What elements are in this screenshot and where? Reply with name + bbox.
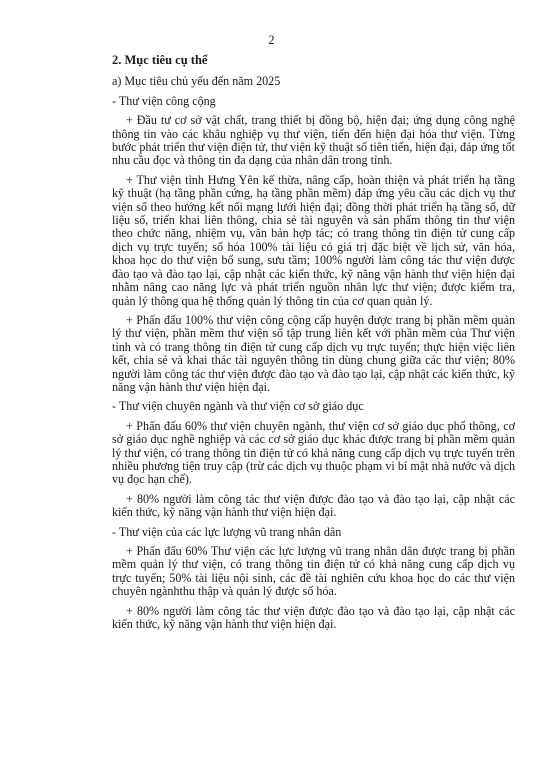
document-body	[112, 54, 515, 637]
paragraph: + 80% người làm công tác thư viện được đào tạo và đào tạo lại, cập nhật các kiến thức, kỹ năng vận hành thư viện hiện đại.	[112, 603, 515, 632]
category-armed-forces-libraries: - Thư viện của các lực lượng vũ trang nhân dân	[112, 524, 342, 539]
page-number: 2	[268, 33, 275, 47]
paragraph: + Phấn đấu 100% thư viện công cộng cấp huyện được trang bị phần mềm quản lý thư viện, phần mềm thư viện số tập trung liên kết với phần mềm của Thư viện tỉnh và có trang thông tin điện tử cung cấp dịch vụ trực tuyến; thực hiện việc liên kết, chia sẻ và khai thác tài nguyên thông tin dùng chung giữa các thư viện; 80% người làm công tác thư viện được đào tạo và đào tạo lại, cập nhật các kiến thức, kỹ năng vận hành thư viện hiện đại.	[112, 312, 515, 394]
section-heading: 2. Mục tiêu cụ thể	[112, 53, 208, 67]
paragraph: + Thư viện tỉnh Hưng Yên kế thừa, nâng cấp, hoàn thiện và phát triển hạ tầng kỹ thuật (hạ tầng phần cứng, hạ tầng phần mềm) đáp ứng yêu cầu các dịch vụ thư viện số theo hướng kết nối mạng lưới hiện đại; đồng thời phát triển hạ tầng số, dữ liệu số, triển khai liên thông, chia sẻ tài nguyên và sản phẩm thông tin thư viện theo chức năng, nhiệm vụ, văn bản hợp tác; có trang thông tin điện tử cung cấp dịch vụ trực tuyến; số hóa 100% tài liệu có giá trị đặc biệt về lịch sử, văn hóa, khoa học do thư viện bổ sung, sưu tầm; 100% người làm công tác thư viện được đào tạo và đào tạo lại, cập nhật các kiến thức, kỹ năng vận hành thư viện hiện đại nhằm nâng cao năng lực và phát triển nguồn nhân lực thư viện; được kiểm tra, quản lý thông qua hệ thống quản lý thông tin của cơ quan quản lý.	[112, 172, 515, 308]
category-specialized-libraries: - Thư viện chuyên ngành và thư viện cơ sở giáo dục	[112, 399, 364, 414]
category-public-libraries: - Thư viện công cộng	[112, 93, 216, 108]
paragraph: + Phấn đấu 60% thư viện chuyên ngành, thư viện cơ sở giáo dục phổ thông, cơ sở giáo dục nghề nghiệp và các cơ sở giáo dục khác được trang bị phần mềm quản lý thư viện, có trang thông tin điện tử có khả năng cung cấp dịch vụ trực tuyến trên nhiều phương tiện truy cập (trừ các dịch vụ thuộc phạm vi bí mật nhà nước và dịch vụ đọc hạn chế).	[112, 418, 515, 487]
paragraph: + Phấn đấu 60% Thư viện các lực lượng vũ trang nhân dân được trang bị phần mềm quản lý thư viện, có trang thông tin điện tử có khả năng cung cấp dịch vụ trực tuyến; 50% tài liệu nội sinh, các đề tài nghiên cứu khoa học do các thư viện chuyên ngànhthu thập và quản lý được số hóa.	[112, 544, 515, 599]
paragraph: + 80% người làm công tác thư viện được đào tạo và đào tạo lại, cập nhật các kiến thức, kỹ năng vận hành thư viện hiện đại.	[112, 491, 515, 520]
subsection-title: a) Mục tiêu chủ yếu đến năm 2025	[112, 74, 281, 89]
paragraph: + Đầu tư cơ sở vật chất, trang thiết bị đồng bộ, hiện đại; ứng dụng công nghệ thông tin vào các khâu nghiệp vụ thư viện, tiến đến hiện đại hóa thư viện. Từng bước phát triển thư viện điện tử, thư viện kỹ thuật số tiên tiến, hiện đại, đáp ứng tốt nhu cầu đọc và thông tin đa dạng của nhân dân trong tỉnh.	[112, 113, 515, 168]
